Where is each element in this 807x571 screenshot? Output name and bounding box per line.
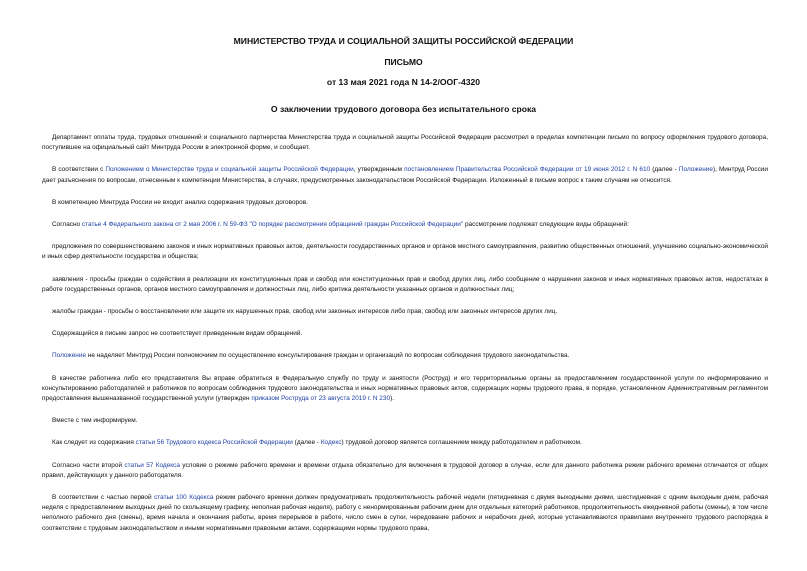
paragraph-text: Содержащийся в письме запрос не соответствует приведенным видам обращений. bbox=[52, 330, 303, 338]
body-paragraph bbox=[42, 351, 768, 361]
document-link[interactable]: статьи 56 Трудового кодекса Российской Федерации bbox=[135, 439, 293, 447]
paragraph-text: В компетенцию Минтруда России не входит анализ содержания трудовых договоров. bbox=[52, 198, 308, 206]
document-link[interactable]: статье 4 Федерального закона от 2 мая 2006 г. N 59-ФЗ "О порядке рассмотрения обращений граждан Российской Федерации" bbox=[81, 221, 464, 229]
body-paragraph bbox=[42, 275, 768, 295]
document-date-number: от 13 мая 2021 года N 14-2/ООГ-4320 bbox=[326, 77, 481, 87]
body-paragraph bbox=[42, 198, 768, 208]
paragraph-text: ). bbox=[390, 395, 394, 403]
body-paragraph bbox=[42, 307, 768, 317]
ministry-heading: МИНИСТЕРСТВО ТРУДА И СОЦИАЛЬНОЙ ЗАЩИТЫ РОССИЙСКОЙ ФЕДЕРАЦИИ bbox=[233, 36, 574, 46]
paragraph-text: условие о режиме рабочего времени и времени отдыха обязательно для включения в трудовой договор в случае, если для данного работника режим рабочего времени отличается от общих правил, действующих у данного работодателя. bbox=[42, 461, 768, 479]
paragraph-text: режим рабочего времени должен предусматривать продолжительность рабочей недели (пятидневная с двумя выходными днями, шестидневная с одним выходным днем, рабочая неделя с предоставлением выходных дней по скользящему графику, неполная рабочая неделя), работу с ненормированным рабочим днем для отдельных категорий работников, продолжительность ежедневной работы (смены), в том числе неполного рабочего дня (смены), время начала и окончания работы, время перерывов в работе, число смен в сутки, чередование рабочих и нерабочих дней, которые устанавливаются правилами внутреннего трудового распорядка в соответствии с трудовым законодательством и иными нормативными правовыми актами, содержащими нормы трудового права, bbox=[42, 494, 768, 532]
paragraph-text: ), Минтруд России дает разъяснения по вопросам, отнесенным к компетенции Министерства, в случаях, предусмотренных законодательством Российской Федерации. Изложенный в письме вопрос к таким случаям не относится. bbox=[42, 166, 768, 184]
body-paragraph bbox=[42, 416, 768, 426]
paragraph-text: ) трудовой договор является соглашением между работодателем и работником. bbox=[341, 439, 582, 447]
paragraph-text: Как следует из содержания bbox=[52, 439, 136, 447]
paragraph-text: рассмотрение подлежат следующие виды обращений: bbox=[463, 221, 629, 229]
document-link[interactable]: статьи 100 Кодекса bbox=[154, 494, 214, 502]
paragraph-text: Департамент оплаты труда, трудовых отношений и социального партнерства Министерства труда и социальной защиты Российской Федерации рассмотрел в пределах компетенции письмо по вопросу оформления трудового договора, поступившее на официальный сайт Минтруда России в электронной форме, и сообщает. bbox=[42, 134, 768, 152]
paragraph-text: В соответствии с bbox=[52, 166, 106, 174]
body-paragraph bbox=[42, 242, 768, 262]
document-link[interactable]: Положение bbox=[678, 166, 713, 174]
body-paragraph bbox=[42, 374, 768, 405]
document-link[interactable]: постановлением Правительства Российской Федерации от 19 июня 2012 г. N 610 bbox=[404, 166, 651, 174]
document-link[interactable]: Положением о Министерстве труда и социальной защиты Российской Федерации bbox=[105, 166, 354, 174]
paragraph-text: В соответствии с частью первой bbox=[52, 494, 155, 502]
document-link[interactable]: статьи 57 Кодекса bbox=[124, 461, 180, 469]
document-link[interactable]: Положение bbox=[52, 352, 87, 360]
body-paragraph bbox=[42, 220, 768, 230]
body-paragraph bbox=[42, 165, 768, 185]
paragraph-text: не наделяет Минтруд России полномочием по осуществлению консультирования граждан и организаций по вопросам соблюдения трудового законодательства. bbox=[86, 352, 570, 360]
paragraph-text: Согласно части второй bbox=[52, 461, 125, 469]
paragraph-text: , утвержденным bbox=[353, 166, 405, 174]
paragraph-text: В качестве работника либо его представителя Вы вправе обратиться в Федеральную службу по труду и занятости (Роструд) и его территориальные органы за предоставлением государственной услуги по информированию и консультированию работодателей и работников по вопросам соблюдения трудового законодательства и иных нормативных правовых актов, содержащих нормы трудового права, в порядке, установленном Административным регламентом предоставления вышеназванной государственной услуги (утвержден bbox=[42, 374, 768, 403]
paragraph-text: (далее - bbox=[650, 166, 679, 174]
document-body bbox=[42, 133, 768, 546]
document-link[interactable]: приказом Роструда от 23 августа 2019 г. N 230 bbox=[251, 395, 391, 403]
paragraph-text: заявления - просьбы граждан о содействии в реализации их конституционных прав и свобод или конституционных прав и свобод других лиц, либо сообщение о нарушении законов и иных нормативных правовых актов, недостатках в работе государственных органов, органов местного самоуправления и должностных лиц, либо критика деятельности указанных органов и должностных лиц; bbox=[42, 275, 768, 293]
body-paragraph bbox=[42, 461, 768, 481]
document-link[interactable]: Кодекс bbox=[320, 439, 342, 447]
document-type: ПИСЬМО bbox=[384, 57, 423, 67]
document-subject: О заключении трудового договора без испытательного срока bbox=[270, 104, 537, 114]
paragraph-text: жалобы граждан - просьбы о восстановлении или защите их нарушенных прав, свобод или законных интересов либо прав, свобод или законных интересов других лиц. bbox=[52, 308, 558, 316]
paragraph-text: Согласно bbox=[52, 221, 82, 229]
paragraph-text: предложения по совершенствованию законов и иных нормативных правовых актов, деятельности государственных органов и органов местного самоуправления, развитию общественных отношений, улучшению социально-экономической и иных сфер деятельности государства и общества; bbox=[42, 243, 768, 261]
paragraph-text: Вместе с тем информируем. bbox=[52, 417, 138, 425]
body-paragraph bbox=[42, 133, 768, 153]
body-paragraph bbox=[42, 438, 768, 448]
body-paragraph bbox=[42, 329, 768, 339]
paragraph-text: (далее - bbox=[292, 439, 321, 447]
body-paragraph bbox=[42, 493, 768, 534]
